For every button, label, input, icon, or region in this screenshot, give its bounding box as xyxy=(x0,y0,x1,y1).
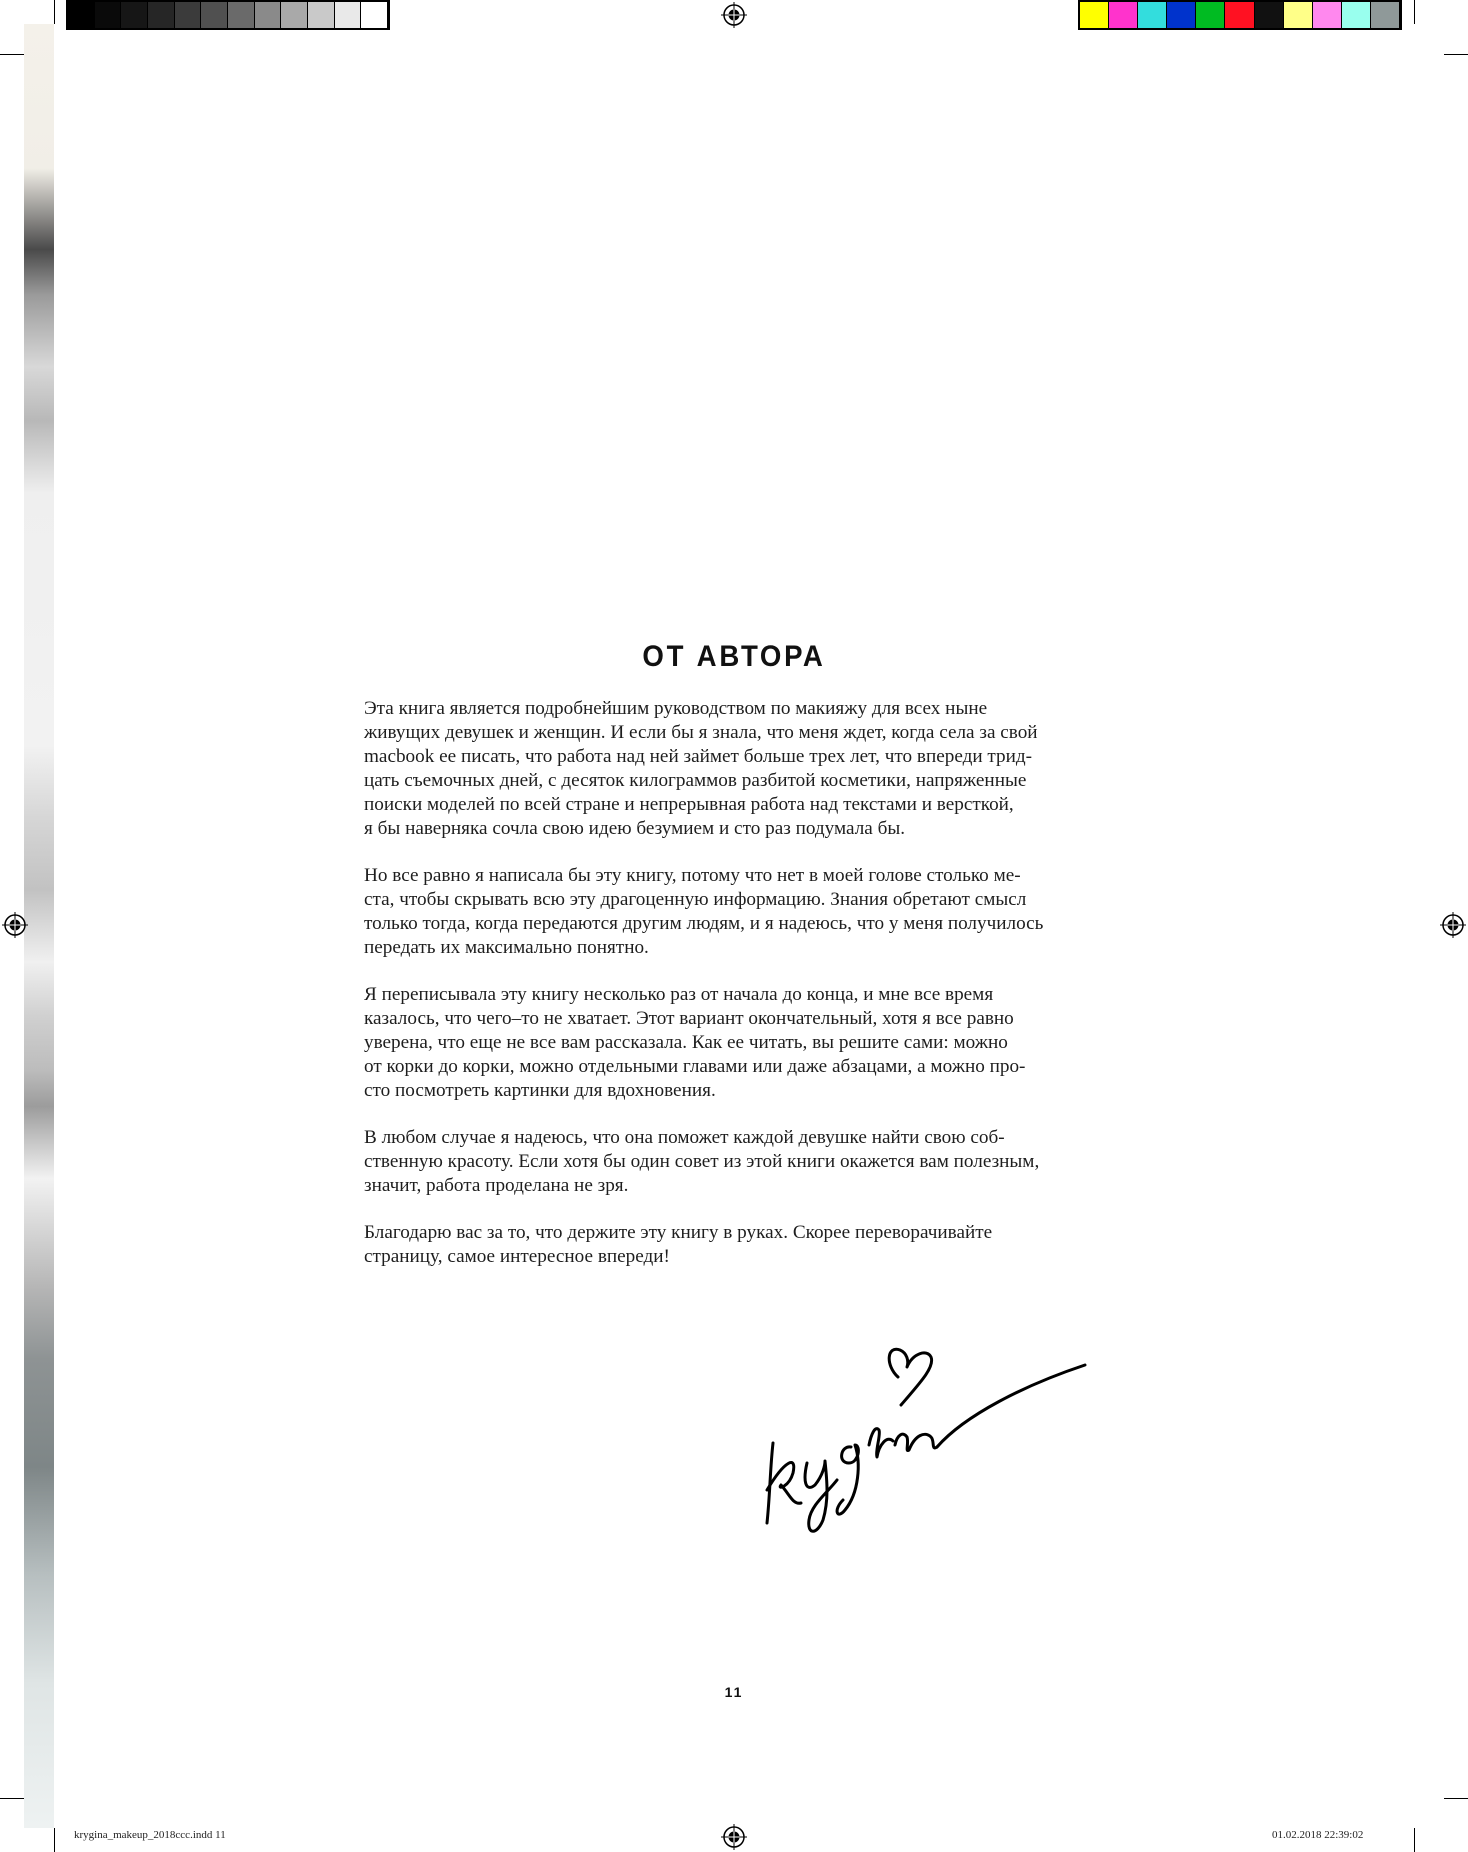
crop-mark-bottom-left xyxy=(0,1798,24,1799)
color-swatch xyxy=(1371,2,1400,28)
gray-swatch xyxy=(255,2,282,28)
paragraph: Благодарю вас за то, что держите эту книгу в руках. Скорее переворачивайте страницу, самое интересное впереди! xyxy=(364,1222,993,1267)
registration-mark-bottom xyxy=(721,1824,747,1850)
author-foreword xyxy=(364,697,1104,1292)
color-swatch xyxy=(1109,2,1138,28)
color-swatch xyxy=(1284,2,1313,28)
registration-mark-top xyxy=(721,2,747,28)
gray-swatch xyxy=(121,2,148,28)
page-title: ОТ АВТОРА xyxy=(642,640,826,673)
color-swatch-bar xyxy=(1078,0,1402,30)
gray-swatch xyxy=(201,2,228,28)
registration-mark-right xyxy=(1440,912,1466,938)
color-swatch xyxy=(1138,2,1167,28)
color-swatch xyxy=(1167,2,1196,28)
paragraph: В любом случае я надеюсь, что она поможет каждой девушке найти свою соб- ственную красоту. Если хотя бы один совет из этой книги окажется вам полезным, значит, работа проделана не зря. xyxy=(364,1127,1040,1196)
color-swatch xyxy=(1196,2,1225,28)
gray-swatch xyxy=(308,2,335,28)
color-swatch xyxy=(1313,2,1342,28)
crop-mark-bottom-right-v xyxy=(1414,1828,1415,1852)
gray-swatch xyxy=(175,2,202,28)
color-swatch xyxy=(1342,2,1371,28)
gray-swatch xyxy=(148,2,175,28)
gray-swatch xyxy=(95,2,122,28)
crop-mark-bottom-right xyxy=(1444,1798,1468,1799)
crop-mark-bottom-left-v xyxy=(54,1828,55,1852)
edge-photo-strip xyxy=(24,24,54,1828)
gray-swatch-bar xyxy=(66,0,390,30)
gray-swatch xyxy=(335,2,362,28)
crop-mark-top-left xyxy=(0,54,24,55)
slug-filename: krygina_makeup_2018ccc.indd 11 xyxy=(74,1829,226,1841)
crop-mark-top-right xyxy=(1444,54,1468,55)
gray-swatch xyxy=(68,2,95,28)
registration-mark-left xyxy=(2,912,28,938)
gray-swatch xyxy=(281,2,308,28)
crop-mark-top-right-v xyxy=(1414,0,1415,24)
paragraph: Но все равно я написала бы эту книгу, потому что нет в моей голове столько ме- ста, чтобы скрывать всю эту драгоценную информацию. Знания обретают смысл только тогда, когда передаются другим людям, и я надеюсь, что у меня получилось передать их максимально понятно. xyxy=(364,865,1044,958)
gray-swatch xyxy=(361,2,388,28)
paragraph: Я переписывала эту книгу несколько раз от начала до конца, и мне все время казалось, что чего–то не хватает. Этот вариант окончательный, хотя я все равно уверена, что еще не все вам рассказала. Как ее читать, вы решите сами: можно от корки до корки, можно отдельными главами или даже абзацами, а можно про- сто посмотреть картинки для вдохновения. xyxy=(364,984,1026,1101)
crop-mark-top-left-v xyxy=(54,0,55,24)
color-swatch xyxy=(1225,2,1254,28)
gray-swatch xyxy=(228,2,255,28)
page-number: 11 xyxy=(724,1684,744,1700)
color-swatch xyxy=(1080,2,1109,28)
color-swatch xyxy=(1255,2,1284,28)
slug-datetime: 01.02.2018 22:39:02 xyxy=(1272,1829,1364,1841)
paragraph: Эта книга является подробнейшим руководством по макияжу для всех ныне живущих девушек и женщин. И если бы я знала, что меня ждет, когда села за свой macbook ее писать, что работа над ней займет больше трех лет, что впереди трид- цать съемочных дней, с десяток килограммов разбитой косметики, напряженные поиски моделей по всей стране и непрерывная работа над текстами и версткой, я бы наверняка сочла свою идею безумием и сто раз подумала бы. xyxy=(364,698,1038,839)
author-signature xyxy=(745,1295,1095,1540)
